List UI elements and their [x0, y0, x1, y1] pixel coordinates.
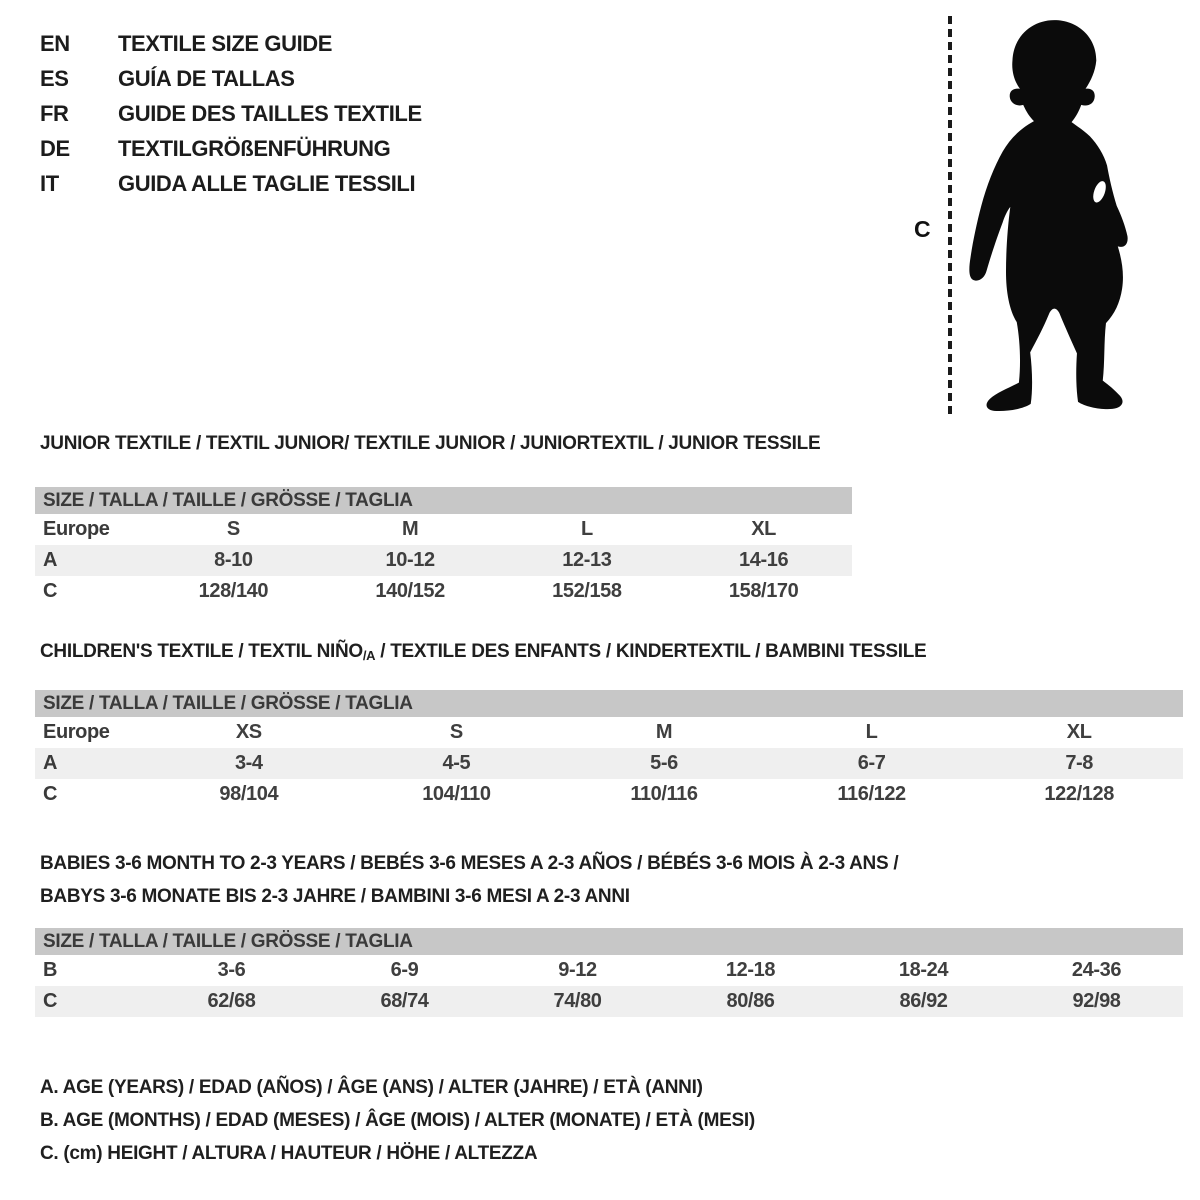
table-cell: 9-12 [558, 959, 597, 981]
babies-heading-line-2: BABYS 3-6 MONATE BIS 2-3 JAHRE / BAMBINI 3-6 MESI A 2-3 ANNI [40, 886, 630, 907]
table-cell: 122/128 [1044, 783, 1114, 805]
row-label-a: A [43, 752, 58, 774]
table-row [35, 955, 1183, 986]
row-label-c: C [43, 990, 58, 1012]
language-code: ES [40, 65, 69, 91]
babies-section-heading [40, 847, 898, 913]
table-cell: 68/74 [380, 990, 429, 1012]
children-section-heading [40, 641, 926, 663]
table-cell: 74/80 [553, 990, 602, 1012]
table-cell: 8-10 [214, 549, 253, 571]
language-code: IT [40, 170, 59, 196]
table-cell: 104/110 [422, 783, 491, 805]
table-cell: 10-12 [385, 549, 435, 571]
table-cell: 140/152 [375, 580, 445, 602]
table-row [35, 748, 1183, 779]
table-cell: S [449, 721, 463, 743]
row-label-c: C [43, 783, 58, 805]
table-cell: M [655, 721, 673, 743]
table-cell: 4-5 [442, 752, 471, 774]
table-cell: 7-8 [1065, 752, 1094, 774]
babies-size-table [35, 928, 1183, 1017]
table-cell: L [580, 518, 593, 540]
table-cell: 6-9 [390, 959, 419, 981]
table-row [35, 986, 1183, 1017]
table-row [35, 779, 1183, 810]
babies-size-header-bar: SIZE / TALLA / TAILLE / GRÖSSE / TAGLIA [35, 928, 1183, 955]
children-heading-pre: CHILDREN'S TEXTILE / TEXTIL NIÑO [40, 641, 363, 662]
table-cell: S [226, 518, 240, 540]
height-measure-label: C [914, 216, 931, 242]
row-label-a: A [43, 549, 58, 571]
legend-line-a: A. AGE (YEARS) / EDAD (AÑOS) / ÂGE (ANS) / ALTER (JAHRE) / ETÀ (ANNI) [40, 1077, 703, 1098]
junior-size-table [35, 487, 852, 607]
table-cell: M [401, 518, 419, 540]
table-cell: L [865, 721, 878, 743]
table-cell: XL [751, 518, 776, 540]
table-cell: 14-16 [739, 549, 789, 571]
table-cell: 62/68 [207, 990, 256, 1012]
language-row-fr [40, 96, 422, 131]
children-size-header-bar: SIZE / TALLA / TAILLE / GRÖSSE / TAGLIA [35, 690, 1183, 717]
table-cell: 24-36 [1071, 959, 1122, 981]
table-cell: XS [235, 721, 262, 743]
language-code: EN [40, 30, 70, 56]
guide-title-fr: GUIDE DES TAILLES TEXTILE [118, 100, 422, 126]
table-cell: 116/122 [837, 783, 906, 805]
language-title-list [40, 26, 422, 201]
language-row-de [40, 131, 422, 166]
junior-section-heading: JUNIOR TEXTILE / TEXTIL JUNIOR/ TEXTILE JUNIOR / JUNIORTEXTIL / JUNIOR TESSILE [40, 433, 821, 454]
table-cell: 3-4 [234, 752, 263, 774]
legend-line-c: C. (cm) HEIGHT / ALTURA / HAUTEUR / HÖHE / ALTEZZA [40, 1143, 538, 1164]
measurement-legend [40, 1071, 755, 1170]
guide-title-it: GUIDA ALLE TAGLIE TESSILI [118, 170, 416, 196]
table-cell: 98/104 [219, 783, 279, 805]
table-row [35, 576, 852, 607]
table-row [35, 717, 1183, 748]
guide-title-en: TEXTILE SIZE GUIDE [118, 30, 333, 56]
table-cell: XL [1066, 721, 1092, 743]
row-label-b: B [43, 959, 58, 981]
row-label-europe: Europe [43, 518, 110, 540]
table-cell: 92/98 [1072, 990, 1121, 1012]
junior-size-header-bar: SIZE / TALLA / TAILLE / GRÖSSE / TAGLIA [35, 487, 852, 514]
children-heading-post: / TEXTILE DES ENFANTS / KINDERTEXTIL / BAMBINI TESSILE [375, 641, 927, 662]
table-cell: 6-7 [857, 752, 886, 774]
table-cell: 80/86 [726, 990, 775, 1012]
children-size-table [35, 690, 1183, 810]
table-row [35, 514, 852, 545]
table-cell: 110/116 [630, 783, 698, 805]
table-cell: 86/92 [899, 990, 948, 1012]
table-cell: 12-18 [725, 959, 776, 981]
table-cell: 18-24 [898, 959, 949, 981]
table-cell: 5-6 [650, 752, 678, 774]
toddler-silhouette-image [963, 12, 1135, 416]
table-cell: 12-13 [562, 549, 612, 571]
babies-heading-line-1: BABIES 3-6 MONTH TO 2-3 YEARS / BEBÉS 3-6 MESES A 2-3 AÑOS / BÉBÉS 3-6 MOIS À 2-3 ANS / [40, 853, 899, 874]
table-cell: 128/140 [198, 580, 269, 602]
row-label-europe: Europe [43, 721, 110, 743]
language-row-it [40, 166, 422, 201]
guide-title-es: GUÍA DE TALLAS [118, 65, 295, 91]
height-dashed-line [948, 16, 952, 416]
row-label-c: C [43, 580, 58, 602]
children-heading-sub: /A [362, 648, 376, 663]
language-code: FR [40, 100, 69, 126]
language-row-en [40, 26, 422, 61]
language-row-es [40, 61, 422, 96]
table-cell: 152/158 [552, 580, 622, 602]
language-code: DE [40, 135, 70, 161]
table-cell: 158/170 [728, 580, 799, 602]
legend-line-b: B. AGE (MONTHS) / EDAD (MESES) / ÂGE (MOIS) / ALTER (MONATE) / ETÀ (MESI) [40, 1110, 755, 1131]
table-cell: 3-6 [217, 959, 246, 981]
table-row [35, 545, 852, 576]
guide-title-de: TEXTILGRÖßENFÜHRUNG [118, 135, 391, 161]
